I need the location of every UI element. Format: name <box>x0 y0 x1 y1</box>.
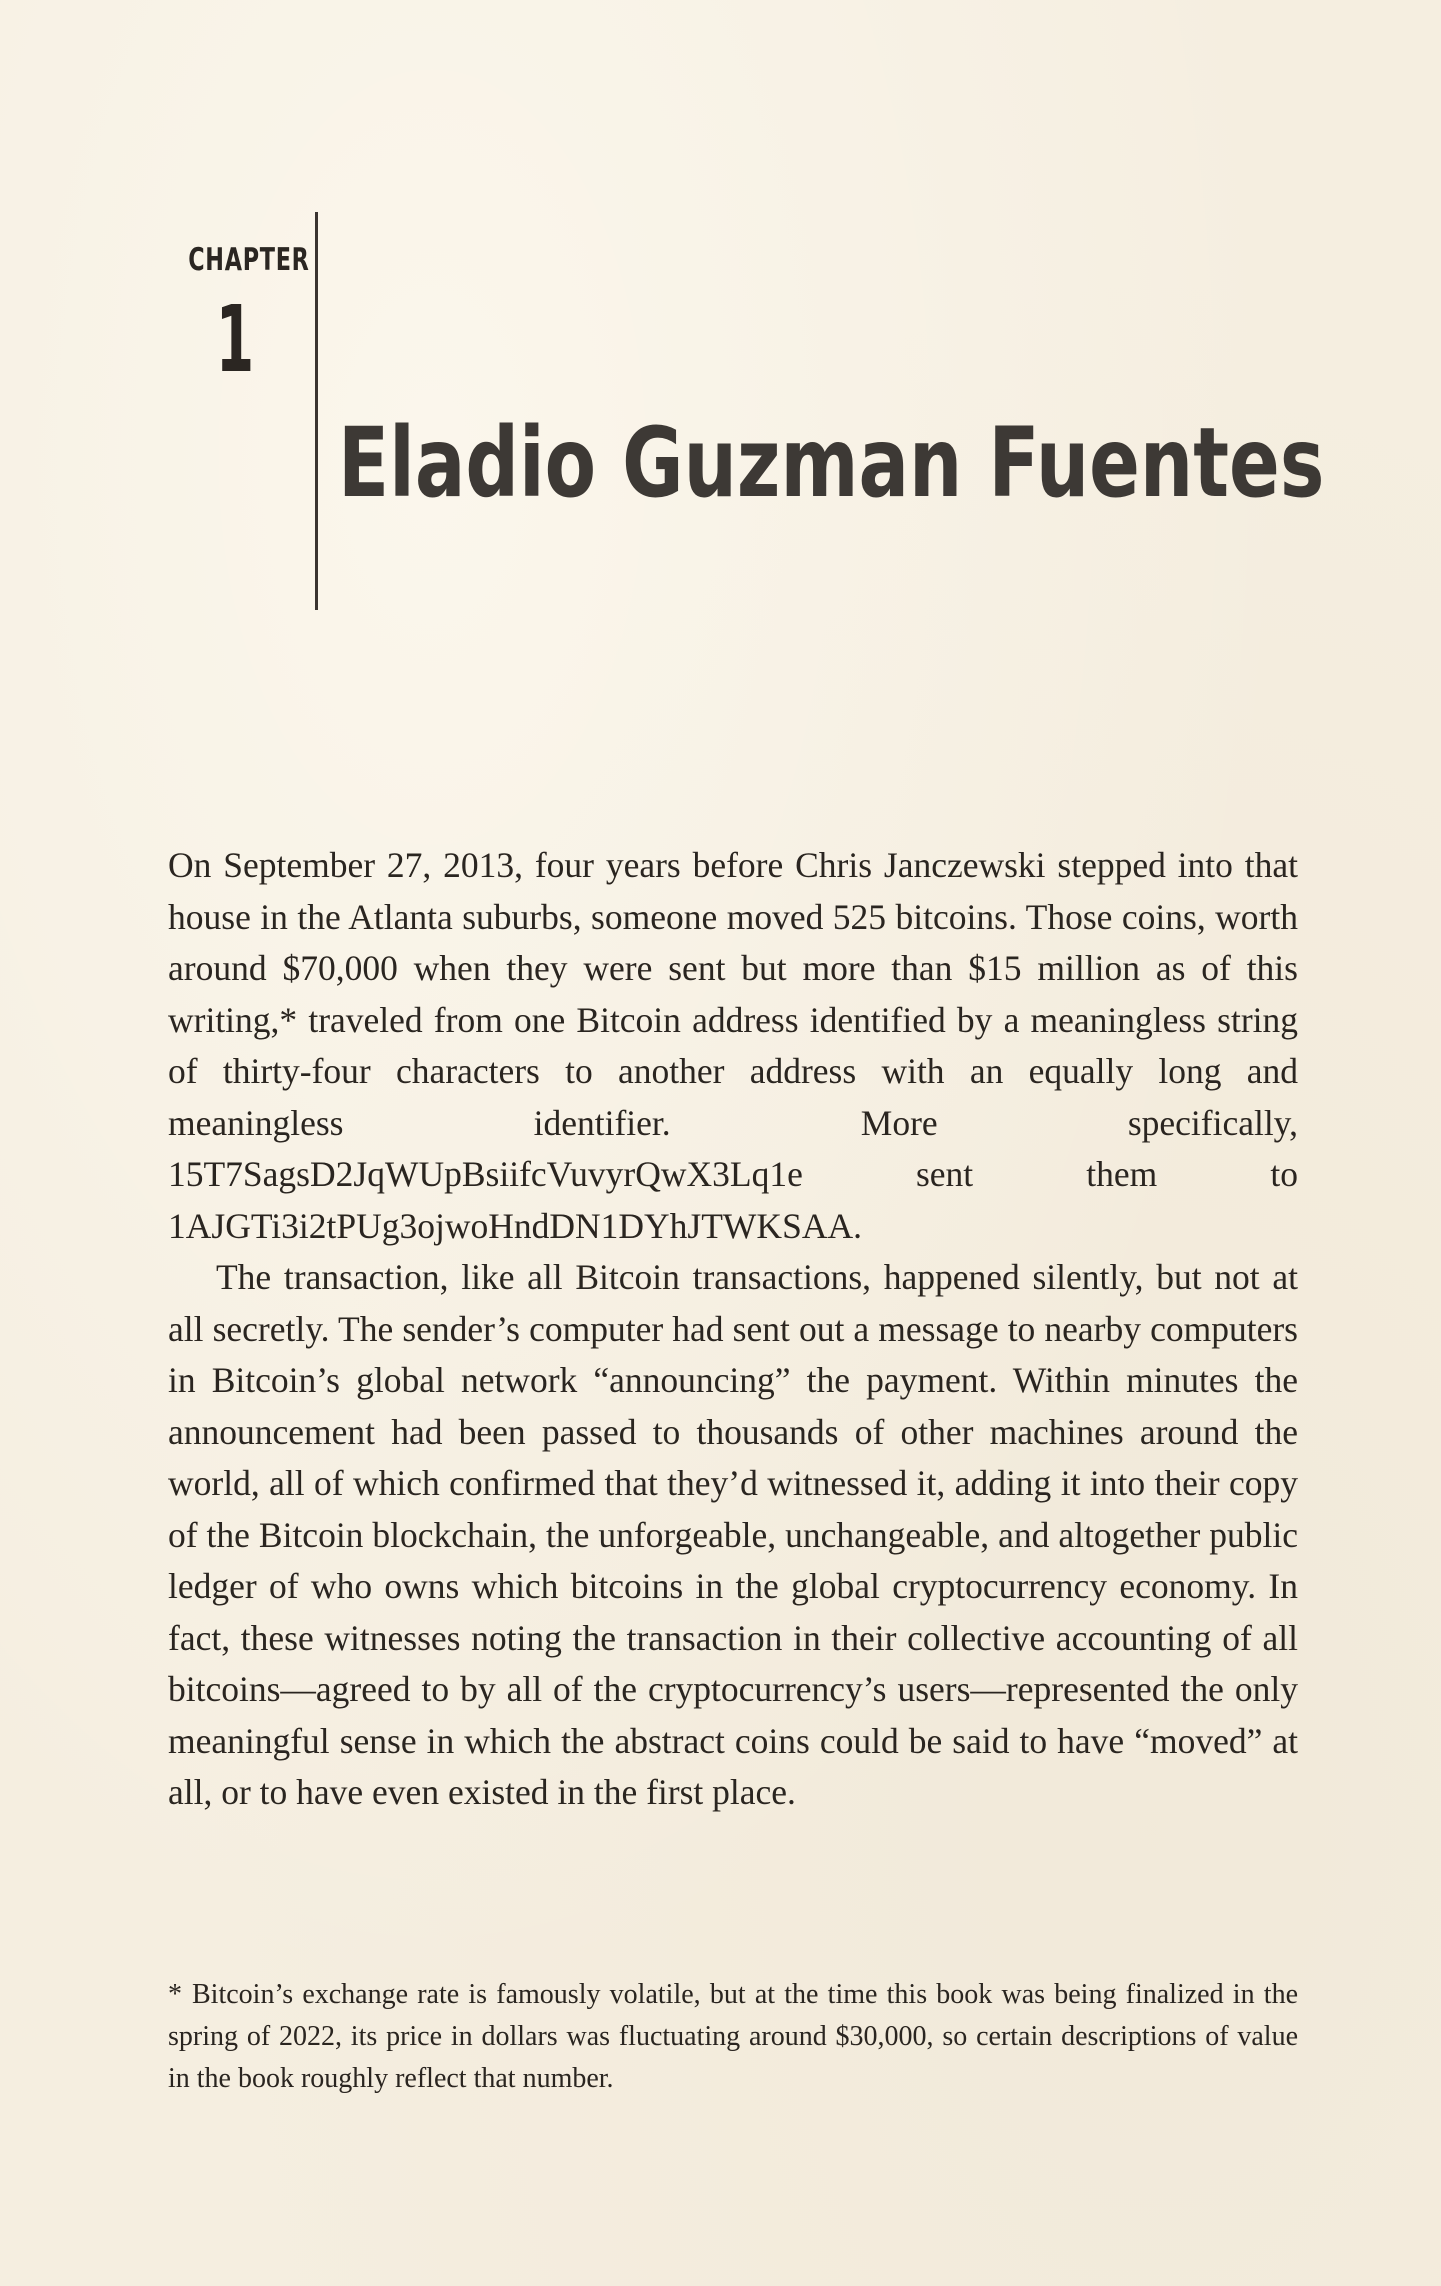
body-text <box>168 840 1298 1819</box>
chapter-heading <box>170 242 310 393</box>
footnote <box>168 1974 1298 2100</box>
chapter-divider-rule <box>315 212 318 610</box>
footnote-marker: * <box>168 1979 182 2010</box>
footnote-text: Bitcoin’s exchange rate is famously volatile, but at the time this book was being finalized in the spring of 2022, its price in dollars was fluctuating around $30,000, so certain descriptions of value in the book roughly reflect that number. <box>168 1979 1298 2094</box>
chapter-title: Eladio Guzman Fuentes <box>338 407 1325 519</box>
chapter-label: CHAPTER <box>188 242 310 278</box>
paragraph-2: The transaction, like all Bitcoin transactions, happened silently, but not at all secretly. The sender’s computer had sent out a message to nearby computers in Bitcoin’s global network “announcing” the payment. Within minutes the announcement had been passed to thousands of other machines around the world, all of which confirmed that they’d witnessed it, adding it into their copy of the Bitcoin blockchain, the unforgeable, unchangeable, and altogether public ledger of who owns which bitcoins in the global cryptocurrency economy. In fact, these witnesses noting the transaction in their collective accounting of all bitcoins—agreed to by all of the cryptocurrency’s users—represented the only meaningful sense in which the abstract coins could be said to have “moved” at all, or to have even existed in the first place. <box>168 1257 1298 1812</box>
paragraph-1: On September 27, 2013, four years before Chris Janczewski stepped into that house in the Atlanta suburbs, someone moved 525 bitcoins. Those coins, worth around $70,000 when they were sent but more than $15 million as of this writing,* traveled from one Bitcoin address identified by a meaningless string of thirty-four characters to another address with an equally long and meaningless identifier. More specifically, 15T7SagsD2JqWUpBsiifcVuvyrQwX3Lq1e sent them to 1AJGTi3i2tPUg3ojwoHndDN1DYhJTWKSAA. <box>168 845 1298 1246</box>
chapter-number: 1 <box>215 286 255 393</box>
